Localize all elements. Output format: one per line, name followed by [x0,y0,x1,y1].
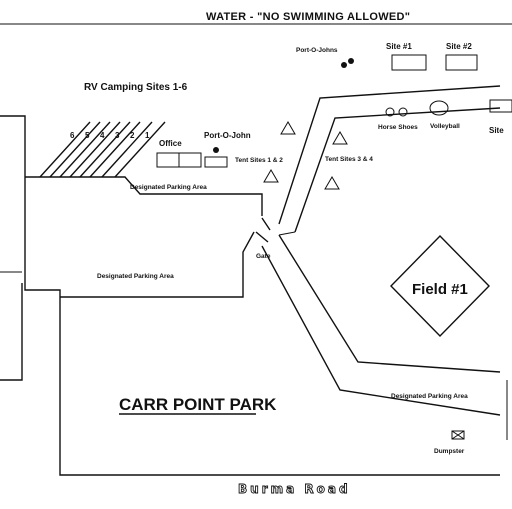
parking-right-label: Designated Parking Area [391,393,468,400]
tent-sites-3-4: Tent Sites 3 & 4 [325,156,373,163]
parking-upper-label: Designated Parking Area [130,184,207,191]
site-1-label: Site #1 [386,42,412,51]
rv-site-2: 2 [130,131,135,140]
left-boundary-lower [0,283,22,380]
site-3-label: Site [489,126,504,135]
left-parking-boundary [60,232,254,297]
rv-site-6: 6 [70,131,75,140]
field-label: Field #1 [412,281,468,298]
left-boundary-upper [0,116,25,260]
parking-left-label: Designated Parking Area [97,273,174,280]
site-3-box [490,100,512,112]
office-label: Office [159,139,182,148]
park-name: CARR POINT PARK [119,395,277,414]
office-building-3 [205,157,227,167]
road-name: Burma Road [238,482,351,496]
rv-site-5: 5 [85,131,90,140]
horse-shoe-pit [399,108,407,116]
road-east-edge [279,235,500,372]
road-south-edge [262,246,500,415]
office-building-2 [179,153,201,167]
gate-upper [262,218,270,230]
port-o-johns-dot [341,62,347,68]
volleyball-court [430,101,448,115]
site-2-label: Site #2 [446,42,472,51]
rv-site-4: 4 [100,131,105,140]
site-1-box [392,55,426,70]
port-o-john-left-label: Port-O-John [204,131,251,140]
port-o-johns-dot [348,58,354,64]
tent-icon [325,177,339,189]
upper-parking-boundary [25,177,262,216]
volleyball-label: Volleyball [430,123,460,130]
dumpster-label: Dumpster [434,448,465,455]
office-building-1 [157,153,179,167]
gate-label: Gate [256,253,271,260]
rv-site-3: 3 [115,131,120,140]
port-o-johns-label: Port-O-Johns [296,47,338,54]
site-2-box [446,55,477,70]
gate-lower [256,232,268,242]
road-upper-edge [279,86,500,224]
tent-icon [333,132,347,144]
water-label: WATER - "NO SWIMMING ALLOWED" [206,11,411,23]
tent-icon [264,170,278,182]
rv-site-1: 1 [145,131,150,140]
tent-sites-1-2: Tent Sites 1 & 2 [235,157,283,164]
road-junction [279,232,295,235]
port-o-john-left-dot [213,147,219,153]
horse-shoes-label: Horse Shoes [378,124,418,131]
rv-title: RV Camping Sites 1-6 [84,82,188,93]
tent-icon [281,122,295,134]
